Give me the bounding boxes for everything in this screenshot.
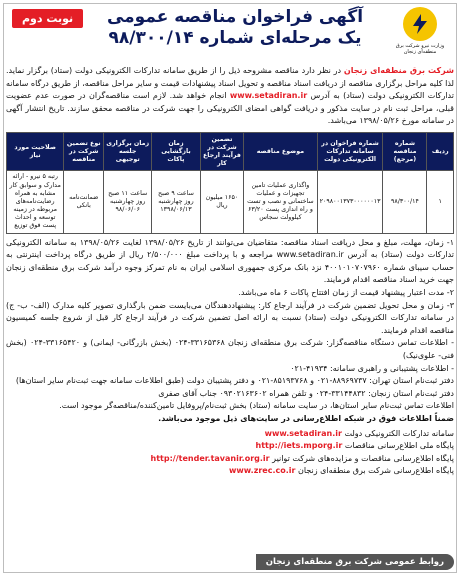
table-header: ردیف: [427, 132, 454, 170]
company-logo: [392, 7, 448, 55]
table-cell: رتبه ۵ نیرو - ارائه مدارک و سوابق کار مشابه به همراه رضایت‌نامه‌های مربوطه در زمینه توسعه و احداث پست فوق توزیع: [7, 171, 64, 233]
header: [6, 5, 454, 63]
intro-url[interactable]: www.setadiran.ir: [229, 91, 308, 101]
link-url[interactable]: www.zrec.co.ir: [229, 466, 296, 476]
table-header: صلاحیت مورد نیاز: [7, 132, 64, 170]
table-header: زمان بازگشایی پاکات: [152, 132, 200, 170]
table-header: شماره فراخوان در سامانه تدارکات الکترونیکی دولت: [317, 132, 383, 170]
logo-caption: وزارت نیرو شرکت برق منطقه‌ای زنجان: [395, 43, 445, 55]
link-label: پایگاه اطلاع‌رسانی شرکت برق منطقه‌ای زنجان: [298, 466, 454, 476]
link-url[interactable]: www.setadiran.ir: [264, 428, 342, 438]
company-name: شرکت برق منطقه‌ای زنجان: [343, 66, 455, 75]
link-label: سامانه تدارکات الکترونیکی دولت: [344, 428, 454, 438]
page-subtitle: یک مرحله‌ای شماره ۹۸/۳۰۰/۱۴: [108, 28, 362, 48]
table-cell: ساعت ۱۱ صبح روز چهارشنبه ۹۸/۰۶/۰۶: [104, 171, 152, 233]
lightning-logo-icon: [403, 7, 437, 41]
note-item: ضمناً اطلاعات فوق در شبکه اطلاع‌رسانی در سایت‌های ذیل موجود می‌باشد.: [158, 413, 454, 423]
table-header: نوع تضمین شرکت در مناقصه: [64, 132, 104, 170]
page-title: آگهی فراخوان مناقصه عمومی: [106, 7, 364, 27]
table-cell: ساعت ۹ صبح روز چهارشنبه ۱۳۹۸/۰۶/۱۳: [152, 171, 200, 233]
table-header: موضوع مناقصه: [244, 132, 317, 170]
title-block: [86, 7, 384, 48]
table-cell: ۱۶۵۰ میلیون ریال: [200, 171, 244, 233]
intro-text-2: انجام خواهد شد. لازم است مناقصه‌گران در صورت عدم عضویت قبلی، مراحل ثبت نام در سایت مذکور و دریافت گواهی امضای الکترونیکی را جهت شرکت در مناقصه محقق سازند. تاریخ انتشار آگهی در سامانه مورخ ۱۳۹۸/۰۵/۲۶ می‌باشد.: [6, 91, 454, 126]
round-badge: نوبت دوم: [12, 9, 83, 28]
link-label: پایگاه ملی اطلاع‌رسانی مناقصات: [344, 441, 454, 451]
footer-signature: روابط عمومی شرکت برق منطقه‌ای زنجان: [256, 554, 454, 570]
table-cell: ضمانت‌نامه بانکی: [64, 171, 104, 233]
table-cell: واگذاری عملیات تامین تجهیزات و عملیات ساختمانی و نصب و تست و راه اندازی پست ۶۳/۲۰ کیلوولت سجاس: [244, 171, 317, 233]
contact-item: دفتر ثبت‌نام استان زنجان: ۳۳۱۴۴۸۳۲-۰۲۴ و تلفن همراه ۰۹۳۰۲۱۶۳۶۰۲ جناب آقای صفری: [158, 388, 454, 398]
link-url[interactable]: http://iets.mporg.ir: [255, 441, 343, 451]
contact-item: - اطلاعات پشتیبانی و راهبری سامانه: ۴۱۹۳۴-۰۲۱: [290, 363, 454, 373]
table-cell: ۹۸/۳۰۰/۱۴: [383, 171, 427, 233]
contact-item: - اطلاعات تماس دستگاه مناقصه‌گزار: شرکت برق منطقه‌ای زنجان ۳۳۱۶۵۳۶۸-۰۲۴ (بخش بازرگانی- ایمانی) و ۳۳۱۶۵۴۲۰-۰۲۴ (بخش فنی- علوی‌نیک): [6, 338, 455, 360]
condition-item: ۲- مدت اعتبار پیشنهاد قیمت از زمان افتتاح پاکات ۶ ماه می‌باشد.: [238, 287, 454, 297]
table-header: تضمین شرکت در فرآیند ارجاع کار: [200, 132, 244, 170]
link-label: پایگاه اطلاع‌رسانی مناقصات و مزایده‌های شرکت توانیر: [272, 453, 454, 463]
contact-item: اطلاعات تماس ثبت‌نام سایر استان‌ها، در سایت سامانه (ستاد) بخش ثبت‌نام/پروفایل تامین‌کننده/مناقصه‌گر موجود است.: [59, 401, 454, 411]
page-border: [3, 3, 457, 573]
table-cell: ۲۰۹۸۰۰۱۳۷۳۰۰۰۰۰۰۱۳: [317, 171, 383, 233]
table-header: زمان برگزاری جلسه توجیهی: [104, 132, 152, 170]
contact-item: دفتر ثبت‌نام استان تهران: ۸۸۹۶۹۷۳۷-۰۲۱ و ۸۵۱۹۳۷۶۸-۰۲۱ و دفتر پشتیبان دولت (طبق اطلاعات سامانه جهت ثبت‌نام سایر استان‌ها): [15, 376, 454, 386]
table-header: شماره مناقصه (مرجع): [383, 132, 427, 170]
intro-text: در نظر دارد مناقصه مشروحه ذیل را از طریق سامانه تدارکات الکترونیکی دولت (ستاد) برگزار نماید. لذا کلیه مراحل برگزاری مناقصه از دریافت اسناد مناقصه و تحویل اسناد پیشنهادات قیمت و سایر مراحل مناقصه، از طریق درگاه سامانه تدارکات الکترونیکی دولت (ستاد) به آدرس: [6, 66, 454, 101]
link-url[interactable]: http://tender.tavanir.org.ir: [150, 453, 270, 463]
table-cell: ۱: [427, 171, 454, 233]
condition-item: ۳- زمان و محل تحویل تضمین شرکت در فرآیند ارجاع کار: پیشنهاددهندگان می‌بایست ضمن بارگذاری تصویر کلیه مدارک (الف- ب- ج) در سامانه تدارکات الکترونیکی دولت (ستاد) نسبت به ارائه اصل تضمین شرکت در فرآیند ارجاع کار قبل از شروع جلسه کمیسیون مناقصه اقدام فرمایند.: [6, 300, 454, 335]
condition-item: ۱- زمان، مهلت، مبلغ و محل دریافت اسناد مناقصه: متقاضیان می‌توانند از تاریخ ۱۳۹۸/۰۵/۲۶ لغایت ۱۳۹۸/۰۵/۲۶ به سامانه الکترونیکی تدارکات دولت (ستاد) به آدرس www.setadiran.ir مراجعه و با پرداخت مبلغ ۲/۵۰۰/۰۰۰ ریال از طریق درگاه پرداخت اینترنتی به حساب سیبای شماره ۴۰۰۱۰۱۰۷۰۷۹۶۰ نزد بانک مرکزی جمهوری اسلامی ایران به نام تمرکز وجوه درآمد شرکت برق منطقه‌ای زنجان جهت خرید اسناد مناقصه اقدام فرمایند.: [6, 237, 455, 285]
